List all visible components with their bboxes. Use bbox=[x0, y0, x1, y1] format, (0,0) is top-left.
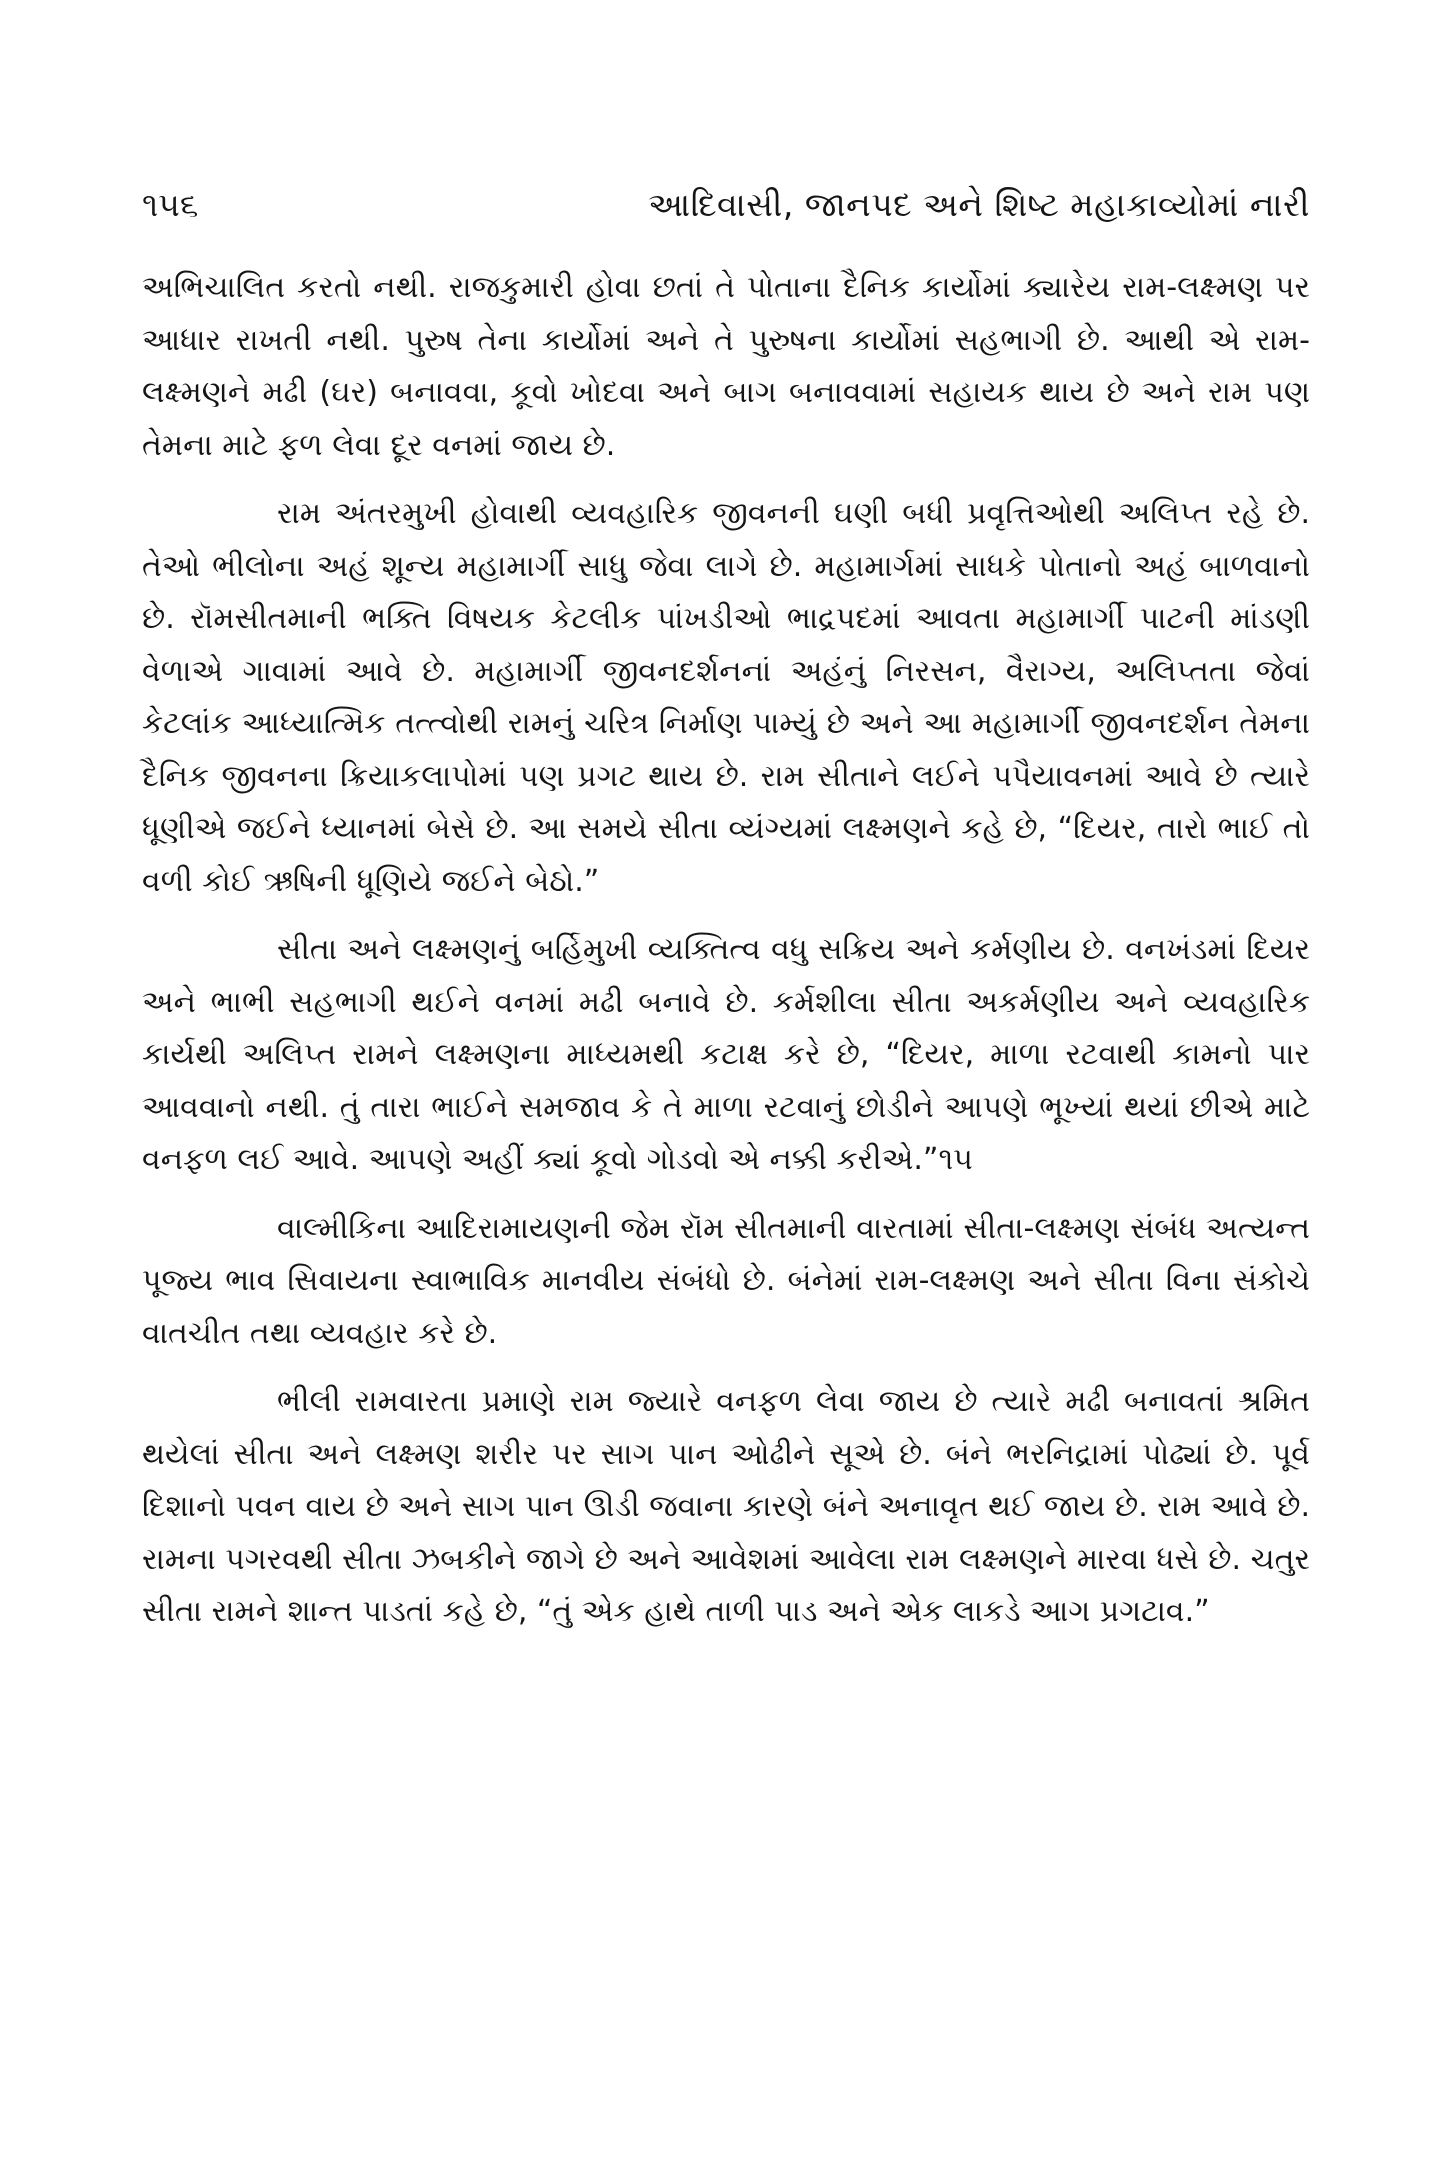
paragraph-3: સીતા અને લક્ષ્મણનું બર્હિમુખી વ્યક્તિત્વ વધુ સક્રિય અને કર્મણીય છે. વનખંડમાં દિયર અને ભાભી સહભાગી થઈને વનમાં મઢી બનાવે છે. કર્મશીલા સીતા અકર્મણીય અને વ્યવહારિક કાર્યથી અલિપ્ત રામને લક્ષ્મણના માધ્યમથી કટાક્ષ કરે છે, “દિયર, માળા રટવાથી કામનો પાર આવવાનો નથી. તું તારા ભાઈને સમજાવ કે તે માળા રટવાનું છોડીને આપણે ભૂખ્યાં થયાં છીએ માટે વનફળ લઈ આવે. આપણે અહીં ક્યાં કૂવો ગોડવો એ નક્કી કરીએ.”૧૫ bbox=[142, 932, 1310, 1177]
paragraph-5: ભીલી રામવારતા પ્રમાણે રામ જ્યારે વનફળ લેવા જાય છે ત્યારે મઢી બનાવતાં શ્રમિત થયેલાં સીતા અને લક્ષ્મણ શરીર પર સાગ પાન ઓઢીને સૂએ છે. બંને ભરનિદ્રામાં પોઢ્યાં છે. પૂર્વ દિશાનો પવન વાય છે અને સાગ પાન ઊડી જવાના કારણે બંને અનાવૃત થઈ જાય છે. રામ આવે છે. રામના પગરવથી સીતા ઝબકીને જાગે છે અને આવેશમાં આવેલા રામ લક્ષ્મણને મારવા ધસે છે. ચતુર સીતા રામને શાન્ત પાડતાં કહે છે, “તું એક હાથે તાળી પાડ અને એક લાકડે આગ પ્રગટાવ.” bbox=[142, 1384, 1310, 1629]
page-number: ૧૫૬ bbox=[142, 185, 199, 224]
page-header bbox=[142, 180, 1310, 230]
paragraph-4: વાલ્મીકિના આદિરામાયણની જેમ રૉમ સીતમાની વારતામાં સીતા-લક્ષ્મણ સંબંધ અત્યન્ત પૂજ્ય ભાવ સિવાયના સ્વાભાવિક માનવીય સંબંધો છે. બંનેમાં રામ-લક્ષ્મણ અને સીતા વિના સંકોચે વાતચીત તથા વ્યવહાર કરે છે. bbox=[142, 1210, 1310, 1351]
paragraph-1: અભિચાલિત કરતો નથી. રાજકુમારી હોવા છતાં તે પોતાના દૈનિક કાર્યોમાં ક્યારેય રામ-લક્ષ્મણ પર આધાર રાખતી નથી. પુરુષ તેના કાર્યોમાં અને તે પુરુષના કાર્યોમાં સહભાગી છે. આથી એ રામ-લક્ષ્મણને મઢી (ઘર) બનાવવા, કૂવો ખોદવા અને બાગ બનાવવામાં સહાયક થાય છે અને રામ પણ તેમના માટે ફળ લેવા દૂર વનમાં જાય છે. bbox=[142, 270, 1310, 463]
running-title: આદિવાસી, જાનપદ અને શિષ્ટ મહાકાવ્યોમાં નારી bbox=[648, 185, 1310, 224]
body-text bbox=[142, 262, 1310, 1639]
paragraph-2: રામ અંતરમુખી હોવાથી વ્યવહારિક જીવનની ઘણી બધી પ્રવૃત્તિઓથી અલિપ્ત રહે છે. તેઓ ભીલોના અહં શૂન્ય મહામાર્ગી સાધુ જેવા લાગે છે. મહામાર્ગમાં સાધકે પોતાનો અહં બાળવાનો છે. રૉમસીતમાની ભક્તિ વિષયક કેટલીક પાંખડીઓ ભાદ્રપદમાં આવતા મહામાર્ગી પાટની માંડણી વેળાએ ગાવામાં આવે છે. મહામાર્ગી જીવનદર્શનનાં અહંનું નિરસન, વૈરાગ્ય, અલિપ્તતા જેવાં કેટલાંક આધ્યાત્મિક તત્ત્વોથી રામનું ચરિત્ર નિર્માણ પામ્યું છે અને આ મહામાર્ગી જીવનદર્શન તેમના દૈનિક જીવનના ક્રિયાકલાપોમાં પણ પ્રગટ થાય છે. રામ સીતાને લઈને પપૈયાવનમાં આવે છે ત્યારે ધૂણીએ જઈને ધ્યાનમાં બેસે છે. આ સમયે સીતા વ્યંગ્યમાં લક્ષ્મણને કહે છે, “દિયર, તારો ભાઈ તો વળી કોઈ ઋષિની ધૂણિયે જઈને બેઠો.” bbox=[142, 496, 1310, 899]
